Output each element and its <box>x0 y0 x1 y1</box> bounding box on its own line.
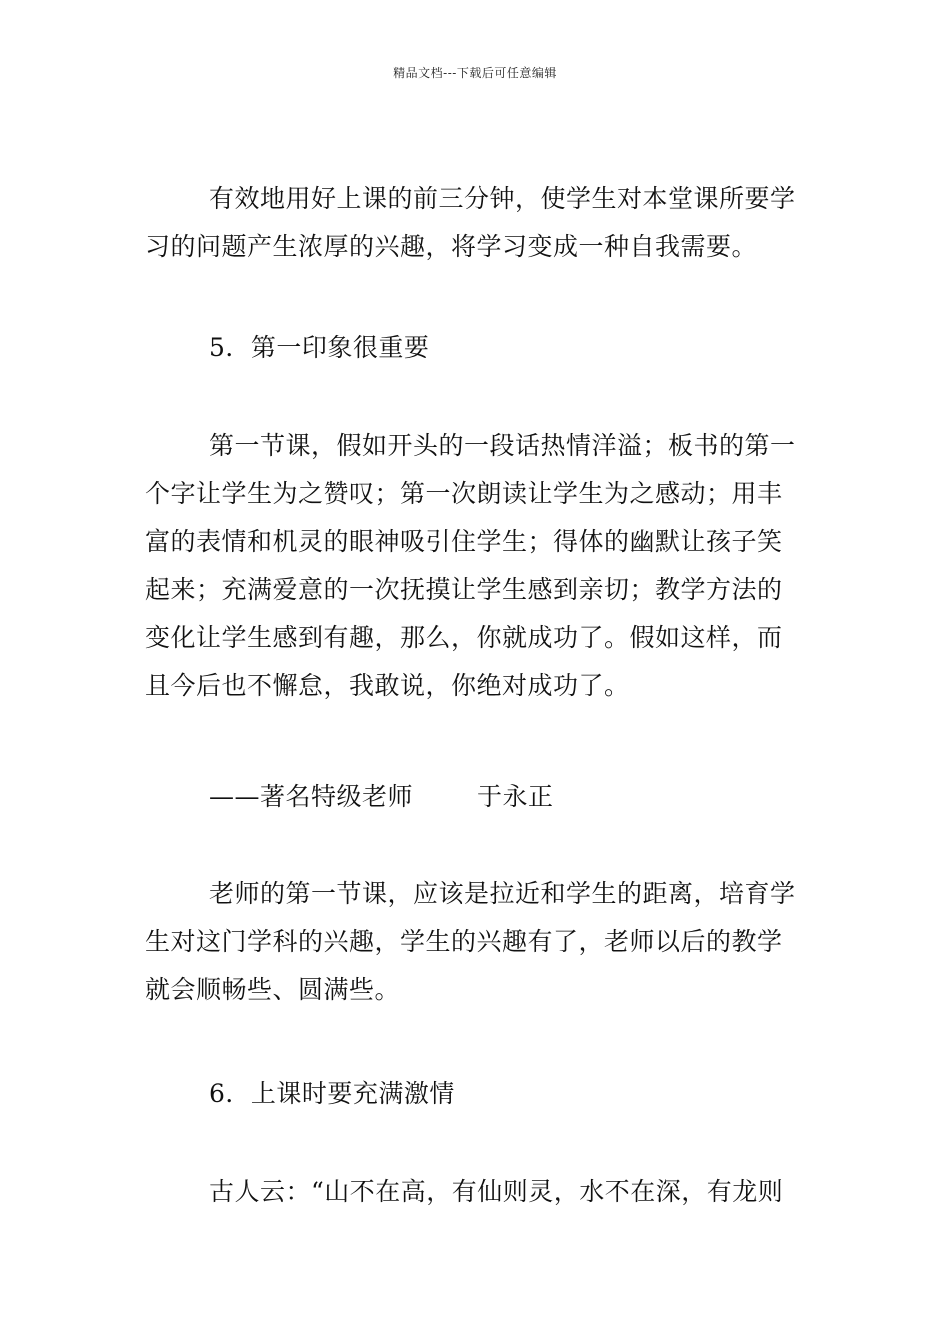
text-line: 古人云：“山不在高，有仙则灵，水不在深，有龙则 <box>209 1177 784 1206</box>
text-line: 就会顺畅些、圆满些。 <box>145 975 401 1004</box>
text-line: 生对这门学科的兴趣，学生的兴趣有了，老师以后的教学 <box>145 927 783 956</box>
text-line: 习的问题产生浓厚的兴趣，将学习变成一种自我需要。 <box>145 232 758 261</box>
heading-text: 6．上课时要充满激情 <box>209 1079 455 1108</box>
paragraph-intro-continuation <box>145 175 810 271</box>
text-line: 有效地用好上课的前三分钟，使学生对本堂课所要学 <box>209 184 796 213</box>
page-header: 精品文档---下载后可任意编辑 <box>393 66 557 80</box>
attribution-line <box>145 773 810 821</box>
text-line: 富的表情和机灵的眼神吸引住学生；得体的幽默让孩子笑 <box>145 527 783 556</box>
text-line: 变化让学生感到有趣，那么，你就成功了。假如这样，而 <box>145 623 783 652</box>
text-line: 老师的第一节课，应该是拉近和学生的距离，培育学 <box>209 879 796 908</box>
paragraph-first-impression <box>145 422 810 710</box>
quote-attribution <box>145 773 810 821</box>
text-line: 起来；充满爱意的一次抚摸让学生感到亲切；教学方法的 <box>145 575 783 604</box>
attribution-title: ——著名特级老师 <box>209 782 414 811</box>
paragraph-ancient-saying <box>145 1168 810 1216</box>
paragraph-first-lesson <box>145 870 810 1014</box>
heading-text: 5．第一印象很重要 <box>209 333 430 362</box>
attribution-name: 于永正 <box>477 782 554 811</box>
section-heading-6 <box>145 1070 810 1118</box>
text-line: 第一节课，假如开头的一段话热情洋溢；板书的第一 <box>209 431 796 460</box>
text-line: 且今后也不懈怠，我敢说，你绝对成功了。 <box>145 671 630 700</box>
text-line: 个字让学生为之赞叹；第一次朗读让学生为之感动；用丰 <box>145 479 783 508</box>
section-heading-5 <box>145 324 810 372</box>
